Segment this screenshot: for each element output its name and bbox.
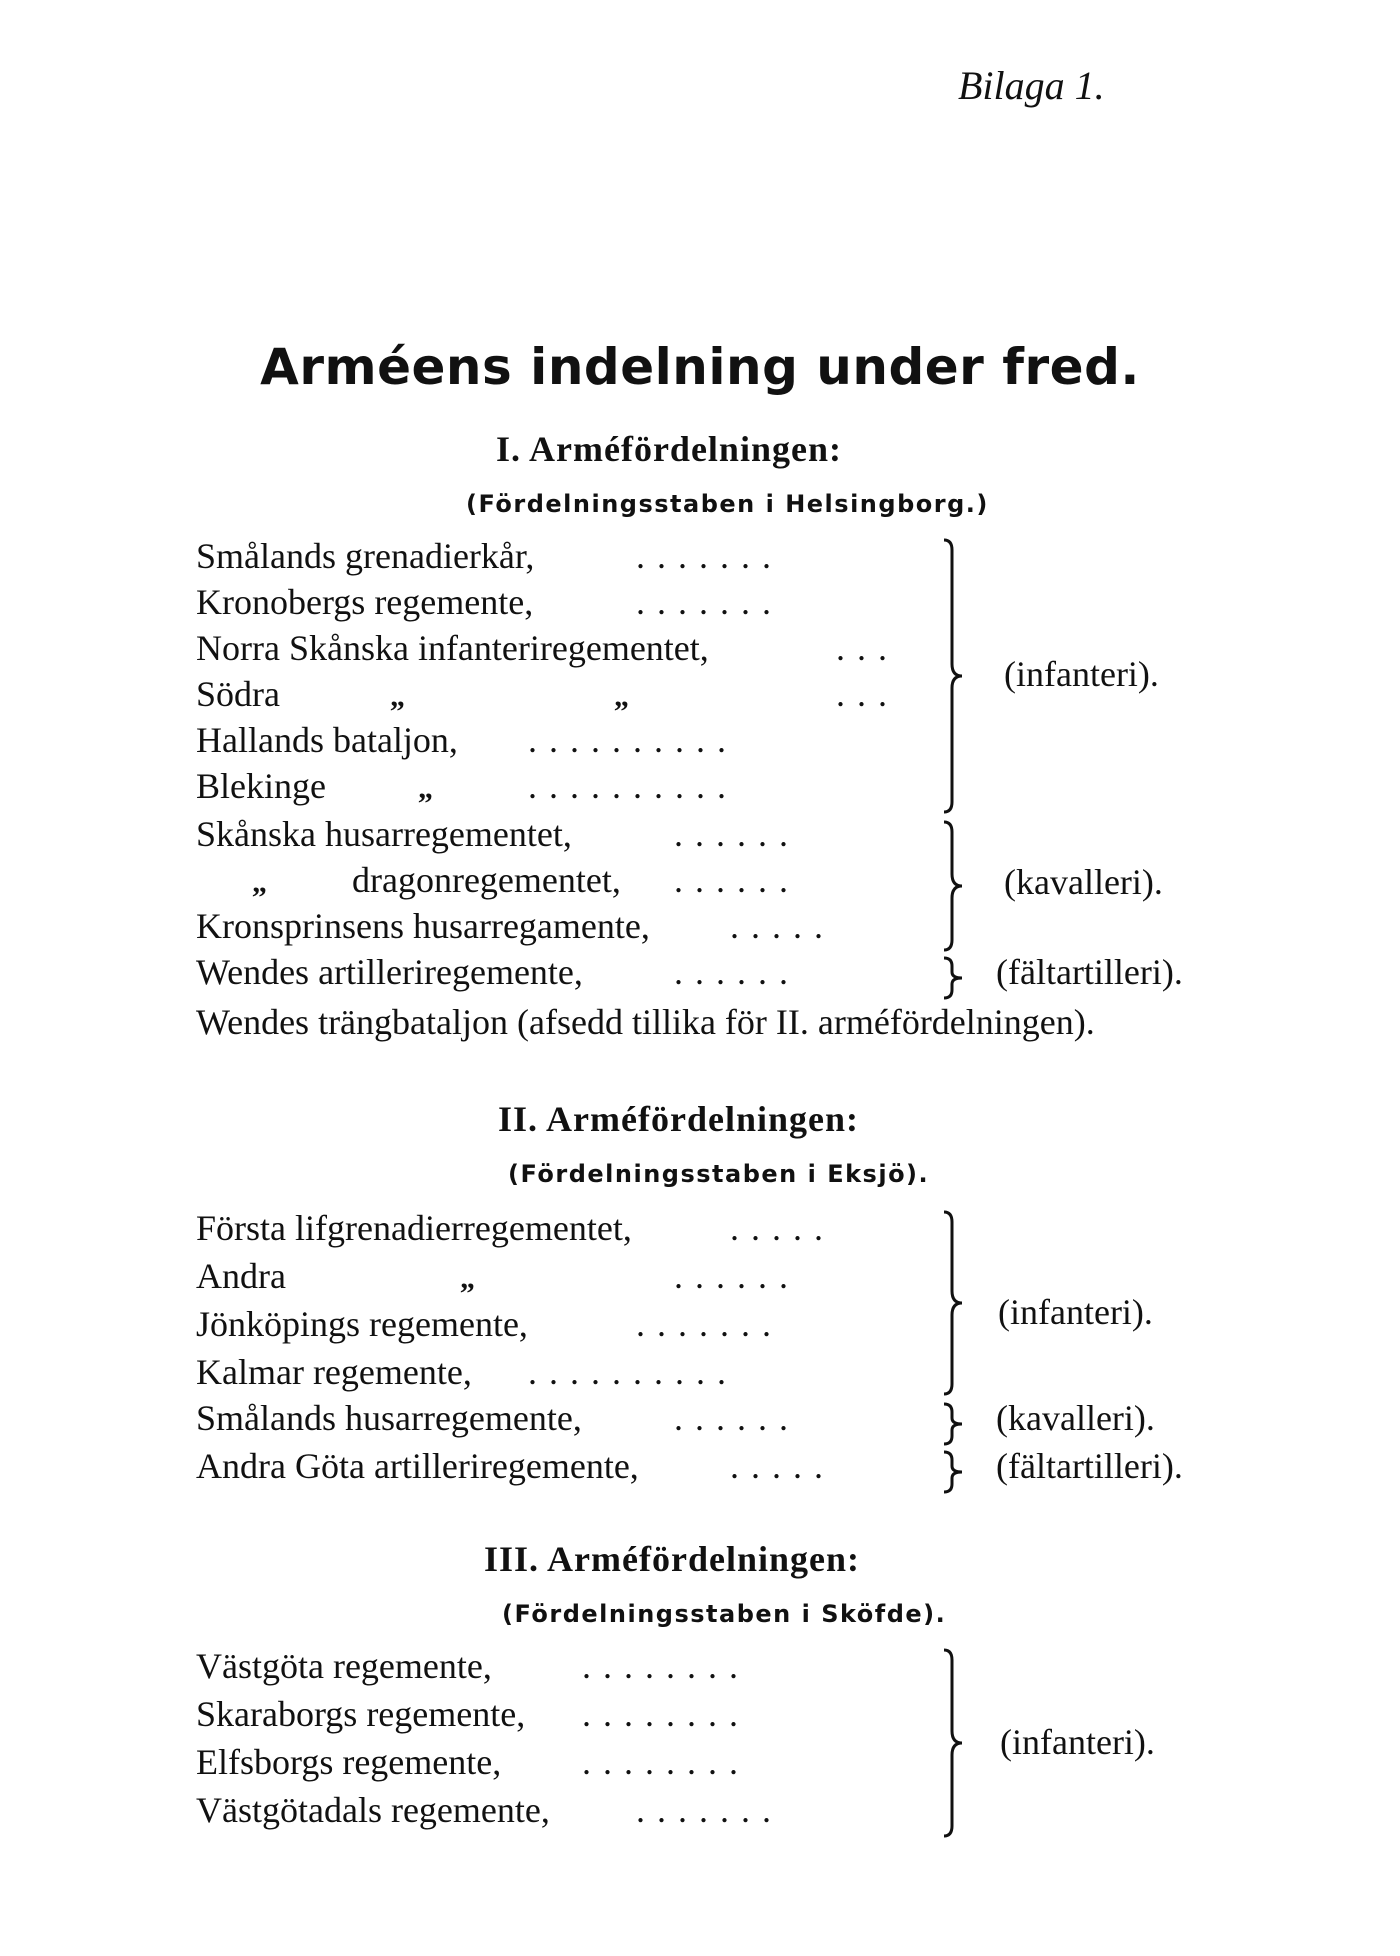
division-1-title: I. Arméfördelningen:: [496, 429, 842, 469]
unit-row-label: Smålands husarregemente,: [196, 1398, 582, 1438]
unit-row-label: Skånska husarregementet,: [196, 814, 572, 854]
ditto-mark: „: [390, 680, 405, 713]
unit-row-label: Västgötadals regemente,: [196, 1790, 550, 1830]
division-2-staff: (Fördelningsstaben i Eksjö).: [508, 1160, 930, 1188]
unit-row-label: Hallands bataljon,: [196, 720, 458, 760]
ditto-mark: „: [460, 1262, 475, 1295]
unit-row-label: Elfsborgs regemente,: [196, 1742, 502, 1782]
group-brace: [942, 1648, 966, 1838]
unit-row-label: Smålands grenadierkår,: [196, 536, 535, 576]
leader-dots: ..........: [528, 720, 738, 760]
leader-dots: .......: [636, 1790, 783, 1830]
unit-row-label: Kalmar regemente,: [196, 1352, 472, 1392]
ditto-mark: „: [418, 772, 433, 805]
group-category: (kavalleri).: [1004, 862, 1163, 902]
unit-row-label: Första lifgrenadierregementet,: [196, 1208, 632, 1248]
unit-row-label: Skaraborgs regemente,: [196, 1694, 526, 1734]
leader-dots: .......: [636, 582, 783, 622]
leader-dots: ......: [674, 1256, 800, 1296]
leader-dots: ........: [582, 1742, 750, 1782]
division-1-staff: (Fördelningsstaben i Helsingborg.): [466, 490, 989, 518]
leader-dots: ..........: [528, 1352, 738, 1392]
leader-dots: ......: [674, 814, 800, 854]
leader-dots: ..........: [528, 766, 738, 806]
ditto-mark: „: [614, 680, 629, 713]
group-category: (fältartilleri).: [996, 952, 1183, 992]
group-brace: [942, 538, 966, 814]
division-2-title: II. Arméfördelningen:: [498, 1099, 859, 1139]
group-brace: [942, 1210, 966, 1396]
leader-dots: ......: [674, 860, 800, 900]
leader-dots: ........: [582, 1646, 750, 1686]
leader-dots: ...: [836, 674, 899, 714]
group-brace: [942, 1402, 966, 1446]
group-category: (kavalleri).: [996, 1398, 1155, 1438]
leader-dots: .....: [730, 1446, 835, 1486]
unit-row-label: Södra: [196, 674, 280, 714]
leader-dots: .....: [730, 1208, 835, 1248]
group-brace: [942, 1450, 966, 1494]
unit-row-label: Andra Göta artilleriregemente,: [196, 1446, 639, 1486]
unit-row-label: Norra Skånska infanteriregementet,: [196, 628, 709, 668]
leader-dots: .....: [730, 906, 835, 946]
unit-row-label: dragonregementet,: [352, 860, 621, 900]
leader-dots: ...: [836, 628, 899, 668]
ditto-mark: „: [252, 866, 267, 899]
leader-dots: ......: [674, 1398, 800, 1438]
leader-dots: .......: [636, 536, 783, 576]
unit-row-label: Blekinge: [196, 766, 326, 806]
page-title: Arméens indelning under fred.: [260, 338, 1140, 396]
division-3-staff: (Fördelningsstaben i Sköfde).: [502, 1600, 947, 1628]
group-category: (infanteri).: [998, 1292, 1153, 1332]
group-category: (infanteri).: [1000, 1722, 1155, 1762]
group-brace: [942, 820, 966, 952]
unit-row-label: Kronsprinsens husarregamente,: [196, 906, 650, 946]
unit-row-label: Västgöta regemente,: [196, 1646, 492, 1686]
group-category: (fältartilleri).: [996, 1446, 1183, 1486]
page-label: Bilaga 1.: [958, 63, 1105, 108]
unit-row-label: Andra: [196, 1256, 286, 1296]
division-3-title: III. Arméfördelningen:: [484, 1539, 860, 1579]
leader-dots: ........: [582, 1694, 750, 1734]
group-category: (infanteri).: [1004, 654, 1159, 694]
unit-row-label: Kronobergs regemente,: [196, 582, 534, 622]
leader-dots: ......: [674, 952, 800, 992]
leader-dots: .......: [636, 1304, 783, 1344]
unit-row-label: Jönköpings regemente,: [196, 1304, 528, 1344]
group-brace: [942, 956, 966, 1000]
unit-row-label: Wendes artilleriregemente,: [196, 952, 583, 992]
unit-note: Wendes trängbataljon (afsedd tillika för II. arméfördelningen).: [196, 1002, 1095, 1042]
